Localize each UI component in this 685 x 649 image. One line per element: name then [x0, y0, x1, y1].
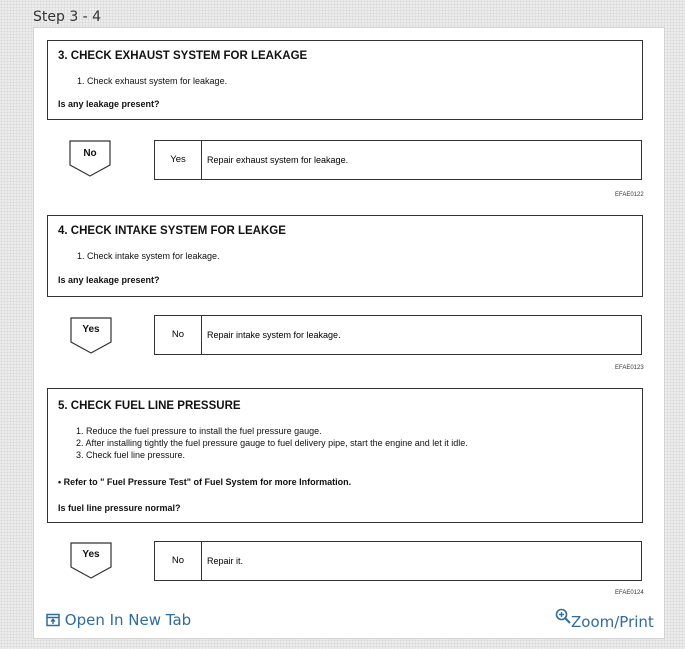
section-3-result-text: Repair exhaust system for leakage. [207, 155, 349, 165]
section-4-question: Is any leakage present? [58, 275, 160, 285]
section-5-heading: 5. CHECK FUEL LINE PRESSURE [58, 400, 241, 412]
section-3-result-box [154, 140, 642, 180]
section-4-box [47, 215, 643, 297]
section-3-box [47, 40, 643, 120]
section-5-step-2: 2. After installing tightly the fuel pressure gauge to fuel delivery pipe, start the engine and let it idle. [76, 438, 468, 448]
section-4-step-1: 1. Check intake system for leakage. [77, 251, 220, 261]
section-5-branch-shape [70, 542, 114, 580]
section-3-figure-code: EFAE0122 [615, 192, 644, 198]
zoom-print-label: Zoom/Print [571, 613, 654, 631]
section-3-branch-label: No [83, 148, 97, 159]
section-5-figure-code: EFAE0124 [615, 590, 644, 596]
section-4-heading: 4. CHECK INTAKE SYSTEM FOR LEAKGE [58, 225, 286, 237]
section-5-result-label: No [155, 542, 202, 580]
section-5-note: • Refer to " Fuel Pressure Test" of Fuel System for more Information. [58, 477, 352, 487]
section-4-result-label: No [155, 316, 202, 354]
section-5-branch-label: Yes [82, 549, 100, 560]
step-label: Step 3 - 4 [33, 9, 102, 25]
section-3-result-label: Yes [155, 141, 202, 179]
section-3-question: Is any leakage present? [58, 99, 160, 109]
diagram-card [33, 27, 665, 639]
zoom-print-link[interactable] [555, 608, 654, 631]
section-4-result-text: Repair intake system for leakage. [207, 330, 341, 340]
section-3-heading: 3. CHECK EXHAUST SYSTEM FOR LEAKAGE [58, 50, 308, 62]
section-4-result-box [154, 315, 642, 355]
section-5-box [47, 388, 643, 523]
section-5-result-box [154, 541, 642, 581]
section-5-step-1: 1. Reduce the fuel pressure to install the fuel pressure gauge. [76, 426, 322, 436]
section-4-figure-code: EFAE0123 [615, 365, 644, 371]
section-5-step-3: 3. Check fuel line pressure. [76, 450, 186, 460]
section-5-result-text: Repair it. [207, 556, 244, 566]
open-in-new-tab-link[interactable] [46, 611, 191, 631]
magnifier-plus-icon [555, 608, 571, 628]
open-in-new-tab-label: Open In New Tab [64, 611, 192, 629]
section-3-step-1: 1. Check exhaust system for leakage. [77, 76, 228, 86]
section-3-branch-shape [69, 140, 113, 178]
open-new-tab-icon [46, 613, 60, 631]
section-5-question: Is fuel line pressure normal? [58, 503, 181, 513]
section-4-branch-label: Yes [82, 324, 100, 335]
section-4-branch-shape [70, 317, 114, 355]
